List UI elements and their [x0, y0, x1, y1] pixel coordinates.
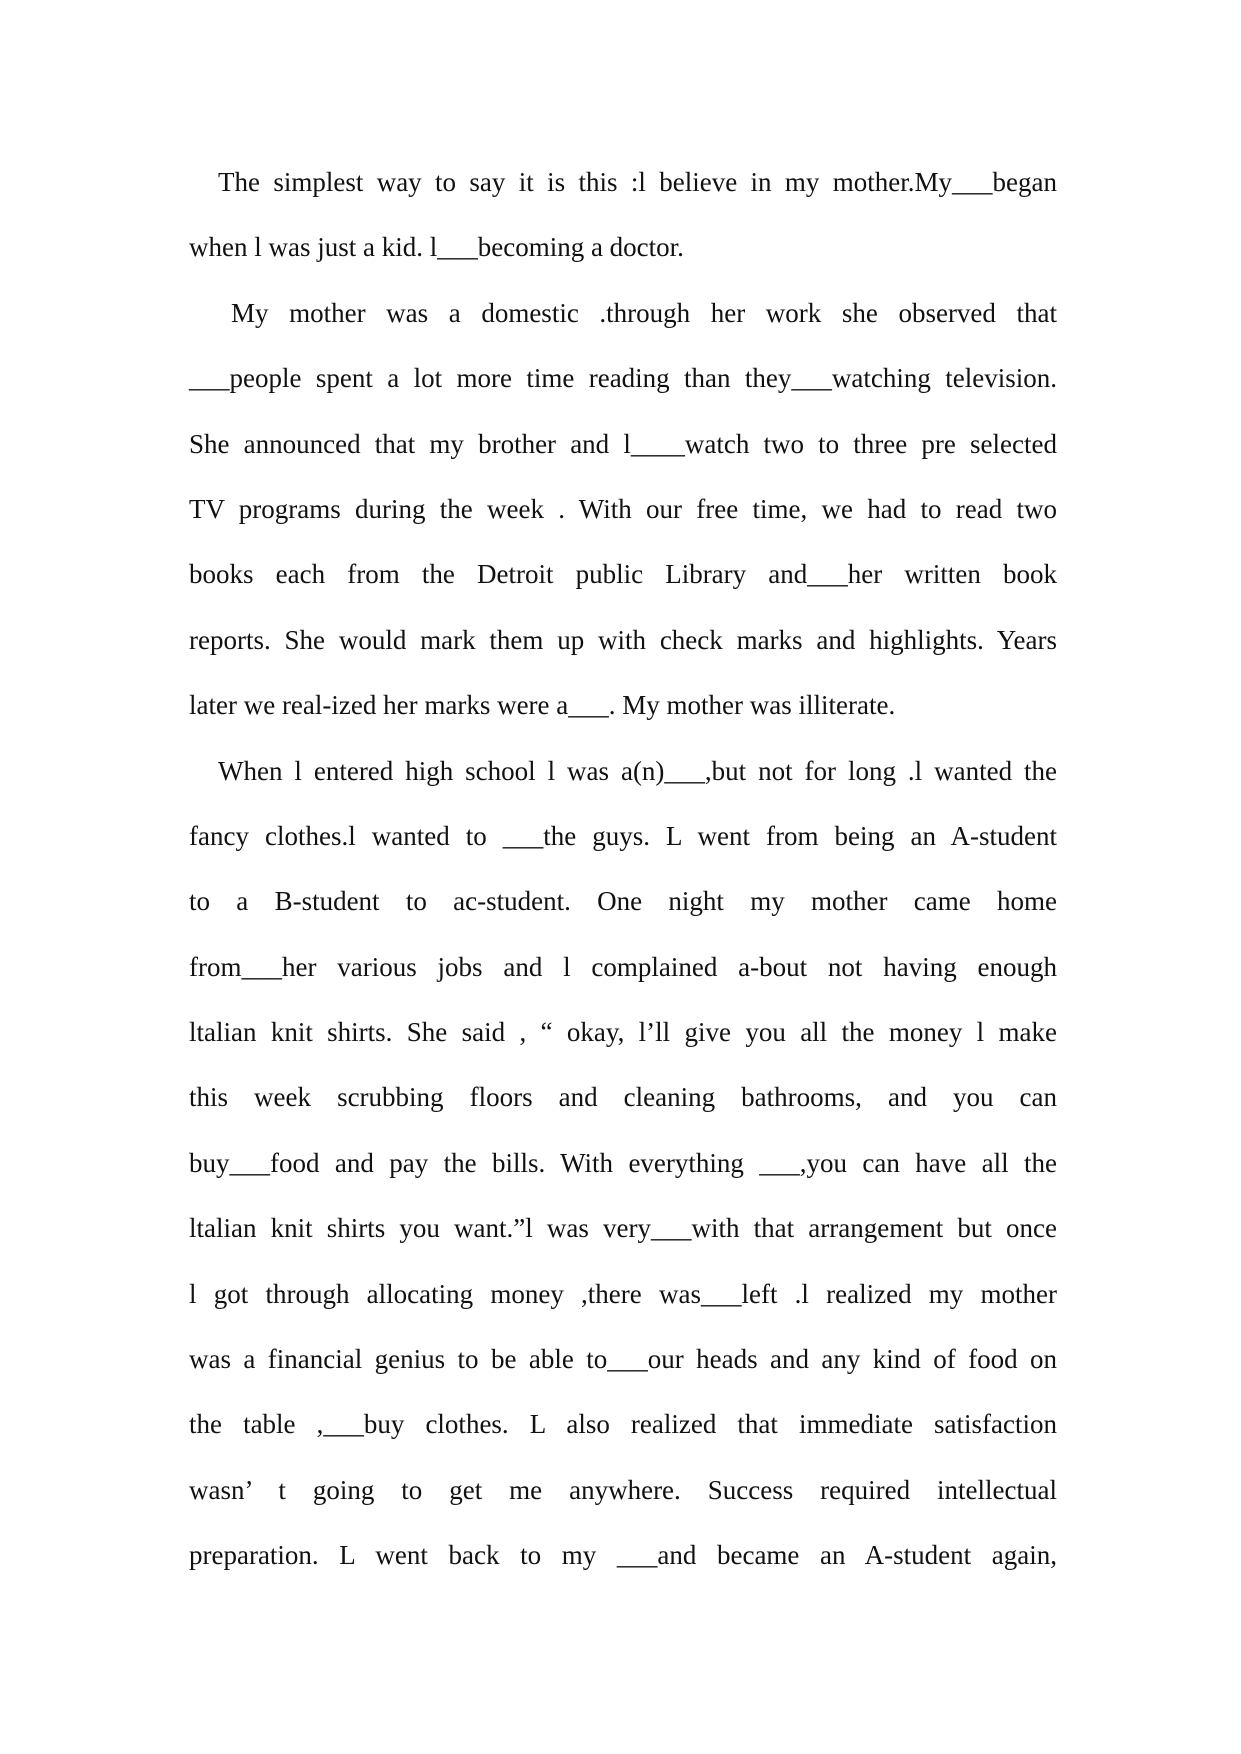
- document-body: [189, 160, 1057, 1599]
- paragraph-2-line-1: My mother was a domestic .through her work she observed that: [231, 297, 1057, 328]
- paragraph-2-line-4: TV programs during the week . With our free time, we had to read two: [189, 493, 1057, 524]
- paragraph-2-line-3: She announced that my brother and l____watch two to three pre selected: [189, 428, 1057, 459]
- paragraph-3-line-3: to a B-student to ac-student. One night my mother came home: [189, 886, 1057, 917]
- paragraph-2-line-5: books each from the Detroit public Library and___her written book: [189, 559, 1057, 590]
- paragraph-3-line-9: l got through allocating money ,there was___left .l realized my mother: [189, 1278, 1057, 1309]
- paragraph-3-line-1: When l entered high school l was a(n)___,but not for long .l wanted the: [218, 755, 1057, 786]
- paragraph-2-line-7: later we real-ized her marks were a___. My mother was illiterate.: [189, 690, 896, 721]
- paragraph-3-line-10: was a financial genius to be able to___our heads and any kind of food on: [189, 1344, 1057, 1375]
- paragraph-3-line-12: wasn’ t going to get me anywhere. Success required intellectual: [189, 1474, 1057, 1505]
- paragraph-3-line-2: fancy clothes.l wanted to ___the guys. L went from being an A-student: [189, 820, 1057, 851]
- paragraph-3-line-6: this week scrubbing floors and cleaning bathrooms, and you can: [189, 1082, 1057, 1113]
- paragraph-3-line-11: the table ,___buy clothes. L also realized that immediate satisfaction: [189, 1409, 1057, 1440]
- paragraph-2-line-2: ___people spent a lot more time reading than they___watching television.: [189, 363, 1057, 394]
- paragraph-3-line-8: ltalian knit shirts you want.”l was very___with that arrangement but once: [189, 1213, 1057, 1244]
- paragraph-3-line-7: buy___food and pay the bills. With everything ___,you can have all the: [189, 1147, 1057, 1178]
- paragraph-3-line-4: from___her various jobs and l complained a-bout not having enough: [189, 951, 1057, 982]
- paragraph-1-line-1: The simplest way to say it is this :l believe in my mother.My___began: [218, 167, 1057, 197]
- paragraph-2-line-6: reports. She would mark them up with check marks and highlights. Years: [189, 624, 1057, 655]
- paragraph-3-line-13: preparation. L went back to my ___and became an A-student again,: [189, 1540, 1057, 1571]
- paragraph-3-line-5: ltalian knit shirts. She said , “ okay, l’ll give you all the money l make: [189, 1017, 1057, 1048]
- paragraph-1-line-2: when l was just a kid. l___becoming a doctor.: [189, 232, 684, 263]
